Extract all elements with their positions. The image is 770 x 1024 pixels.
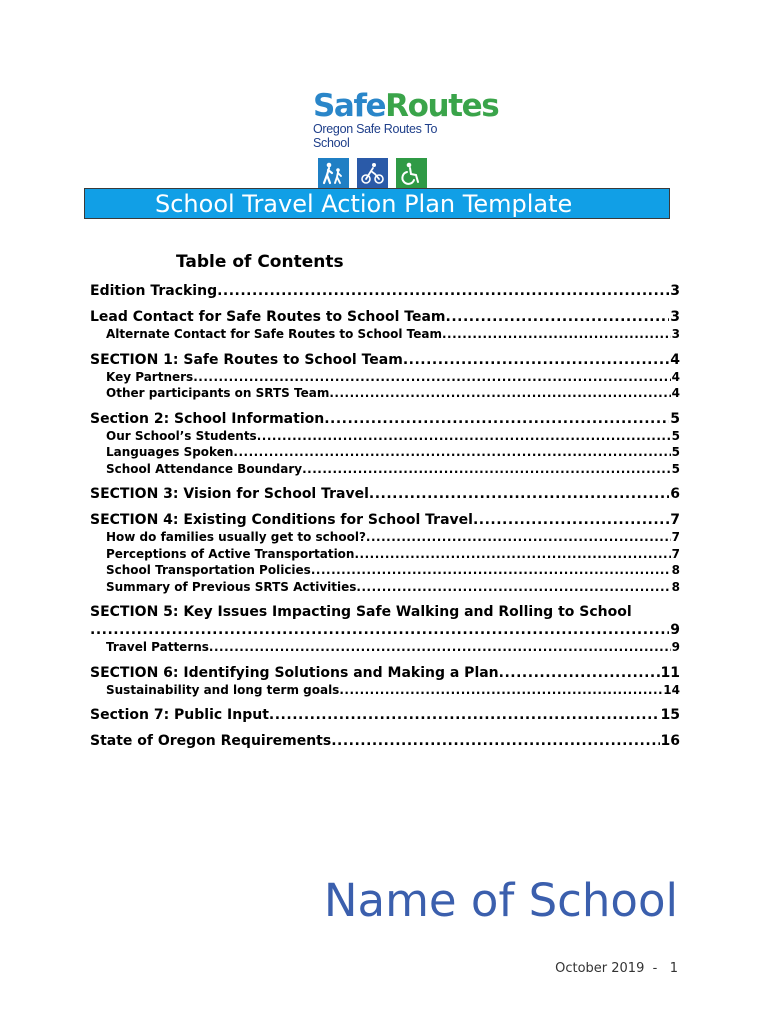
- saferoutes-logo: [313, 88, 499, 189]
- toc-entry-how-families-get-to-school[interactable]: How do families usually get to school? ..... 7: [90, 529, 680, 546]
- school-name: Name of School: [323, 874, 678, 927]
- logo-subtitle: Oregon Safe Routes To School: [313, 122, 438, 150]
- logo-icons: [318, 158, 463, 189]
- toc-entry-transportation-policies[interactable]: School Transportation Policies ..... 8: [90, 562, 680, 579]
- rolling-icon: [396, 158, 427, 189]
- toc-entry-section-7[interactable]: Section 7: Public Input ..... 15: [90, 706, 680, 724]
- footer-date: October 2019: [555, 961, 645, 976]
- toc-entry-lead-contact[interactable]: Lead Contact for Safe Routes to School Team ..... 3: [90, 308, 680, 326]
- logo-routes: Routes: [385, 88, 499, 124]
- logo-safe: Safe: [313, 88, 386, 124]
- walking-icon: [318, 158, 349, 189]
- toc-entry-attendance-boundary[interactable]: School Attendance Boundary ..... 5: [90, 461, 680, 478]
- toc-entry-sustainability[interactable]: Sustainability and long term goals ..... 14: [90, 682, 680, 699]
- toc-entry-alternate-contact[interactable]: Alternate Contact for Safe Routes to School Team ..... 3: [90, 326, 680, 343]
- table-of-contents: [90, 282, 680, 750]
- toc-entry-key-partners[interactable]: Key Partners ..... 4: [90, 369, 680, 386]
- toc-entry-state-requirements[interactable]: State of Oregon Requirements ..... 16: [90, 732, 680, 750]
- toc-entry-section-4[interactable]: SECTION 4: Existing Conditions for School Travel ..... 7: [90, 511, 680, 529]
- toc-entry-perceptions[interactable]: Perceptions of Active Transportation ..... 7: [90, 546, 680, 563]
- toc-entry-travel-patterns[interactable]: Travel Patterns ..... 9: [90, 639, 680, 656]
- toc-entry-languages-spoken[interactable]: Languages Spoken ..... 5: [90, 444, 680, 461]
- toc-entry-our-students[interactable]: Our School’s Students ..... 5: [90, 428, 680, 445]
- logo-wordmark: [313, 88, 499, 124]
- toc-entry-other-participants[interactable]: Other participants on SRTS Team ..... 4: [90, 385, 680, 402]
- toc-entry-section-3[interactable]: SECTION 3: Vision for School Travel ..... 6: [90, 485, 680, 503]
- page-footer: [555, 961, 678, 976]
- toc-entry-edition-tracking[interactable]: Edition Tracking ..... 3: [90, 282, 680, 300]
- footer-page-number: 1: [669, 961, 678, 976]
- footer-separator: -: [652, 961, 658, 976]
- biking-icon: [357, 158, 388, 189]
- toc-entry-section-2[interactable]: Section 2: School Information ..... 5: [90, 410, 680, 428]
- toc-entry-section-5[interactable]: SECTION 5: Key Issues Impacting Safe Walking and Rolling to School ..... 9: [90, 603, 680, 639]
- toc-entry-section-6[interactable]: SECTION 6: Identifying Solutions and Making a Plan ..... 11: [90, 664, 680, 682]
- toc-entry-section-5-leader: ..... 9: [90, 621, 680, 639]
- toc-entry-previous-activities[interactable]: Summary of Previous SRTS Activities ..... 8: [90, 579, 680, 596]
- toc-entry-section-1[interactable]: SECTION 1: Safe Routes to School Team ..... 4: [90, 351, 680, 369]
- title-banner: School Travel Action Plan Template: [84, 188, 670, 219]
- toc-heading: Table of Contents: [176, 252, 344, 272]
